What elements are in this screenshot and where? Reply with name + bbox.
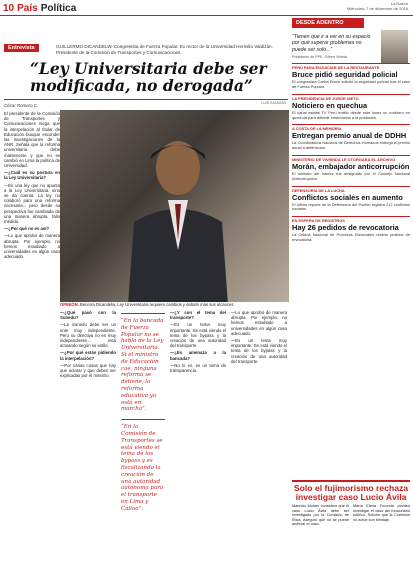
bottom-box	[292, 480, 410, 527]
brief-text: El último reporte de la Defensoría del Pueblo registra 212 conflictos sociales.	[292, 201, 410, 212]
quote-rule	[121, 313, 165, 314]
box-column-1: Mauricio Mulder consideró que el caso Lucio Ávila debe ser investigado por la Comisión de Ética. Aseguró que no se puede archivar el caso.	[292, 504, 349, 527]
sidebar-brief	[292, 94, 410, 121]
brief-text: La Oficina Nacional de Procesos Electorales recibió pedidos de revocatoria.	[292, 232, 410, 242]
page-number: 10	[3, 2, 15, 14]
paragraph: El presidente de la Comisión de Transportes y Comunicaciones niega que la interpelación al titular de Educación busque esconder las investigaciones de la ANR. Señala que la reforma universitaria debe mantenerse y que no se cambió en Lima la política de Universidad.	[4, 111, 60, 169]
article-photo	[60, 110, 289, 302]
page-header	[0, 0, 413, 16]
paper-info	[347, 1, 408, 11]
article-byline: GUILLERMO DICANDELW. Congresista de Fuerza Popular. Ex rector de la Universidad Hermilio Valdizán. Presidente de la Comisión de Transportes y Comunicaciones.	[56, 44, 273, 55]
paragraph: —La Sunedu debe ser un ente muy independiente. Pero su directiva no es muy independiente... está actuando según su estilo.	[60, 322, 116, 349]
brief-tag: EN ESPERA DE REGISTROS	[292, 216, 410, 223]
brief-title: Entregan premio anual de DDHH	[292, 131, 407, 141]
brief-title: Hay 26 pedidos de revocatoria	[292, 223, 399, 233]
article-author: César Romero C.	[4, 103, 39, 108]
sidebar-brief	[292, 63, 410, 90]
brief-title: Bruce pidió seguridad policial	[292, 70, 398, 80]
box-rule	[292, 480, 410, 482]
brief-tag: DEFENSORÍA DE LA LUCHA	[292, 186, 410, 193]
paragraph: —Lo que aprobó de manera abrupta. Por ejemplo, no hemos estudiado a universidades en algún caso adecuado.	[231, 310, 287, 336]
paragraph: —Es una ley que no apunta a la Ley Universitaria, sino se da cuenta. La ley no colaboró para una reforma necesaria... pero desde su perspectiva fue cambiada de una manera abrupta, fallo medido.	[4, 182, 60, 225]
article-column-1	[4, 111, 60, 261]
box-column-2: María Elena Foronda planteó investigar el caso del funcionario público. Solicitó que la Comisión no actúe con blindaje.	[353, 504, 410, 522]
question: —¿Qué pasó con la Sunedu?	[60, 310, 116, 321]
paragraph: —Es un tema muy importante. Se está viendo el tema de los bypass y la creación de una autoridad del transporte.	[231, 338, 287, 364]
paper-name: La Razón	[390, 1, 408, 6]
article-column-3	[170, 310, 226, 375]
brief-tag: MINISTERIO DE VIVIENDA LE OTORGARÁ EL ARCHIVO	[292, 155, 410, 162]
person-figure	[120, 130, 230, 302]
header-rule	[0, 15, 413, 16]
box-title: Solo el fujimorismo rechaza investigar caso Lucio Ávila	[293, 483, 409, 502]
headline-rule	[4, 99, 288, 100]
brief-text: El ministro del Interior fue designado por el Consejo Nacional Anticorrupción.	[292, 171, 410, 181]
brief-text: El canal estatal TV Perú emitió desde este lunes un noticiero en quechua para difundir información a la población.	[292, 109, 410, 120]
article-headline: “Ley Universitaria debe ser modificada, no derogada”	[30, 59, 267, 95]
sidebar-brief	[292, 216, 410, 243]
question: —¿Cuál es su postura en la Ley Universitaria?	[4, 170, 60, 181]
sidebar-intro-author: Presidente de PPK, Gilbert Violeta	[292, 55, 347, 60]
article-column-4	[231, 310, 287, 366]
brief-title: Noticiero en quechua	[292, 100, 368, 110]
paragraph: —Es un tema muy importante. Se está viendo el tema de los bypass y la creación de una autoridad del transporte.	[170, 322, 226, 349]
brief-tag: PERÚ PARA ENJUICIAR DE LA RESTAURANTE	[292, 63, 410, 70]
paragraph: —Por varias cosas que hay que aclarar y que deben ser explicadas por el ministro.	[60, 362, 116, 379]
brief-title: Conflictos sociales en aumento	[292, 192, 403, 202]
question: —¿Por qué están pidiendo la interpelación?	[60, 350, 116, 361]
question: —¿Por qué no es así?	[4, 226, 50, 232]
paper-date: Miércoles, 7 de diciembre de 2016	[346, 6, 408, 11]
paragraph: —No lo es, es un tema de transparencia.	[170, 362, 226, 374]
sidebar-brief	[292, 155, 410, 182]
caption-label: OPINIÓN.	[60, 302, 79, 307]
question: —¿Es amenaza a la bancada?	[170, 350, 226, 361]
brief-tag: A COSTA DE LA MEMORIA	[292, 124, 410, 131]
pull-quotes	[121, 310, 165, 519]
subsection-name: Política	[40, 2, 77, 14]
brief-text: El congresista Carlos Bruce solicitó la seguridad policial tras el caso de Fuerza Popular.	[292, 79, 410, 90]
box-columns	[292, 504, 410, 527]
sidebar-intro-quote: “Tienen que ir a ver en su espacio por qué superar problemas no puede ser solo...”	[292, 34, 371, 53]
paragraph: —Lo que aprobó de manera abrupta. Por ejemplo, no hemos estudiado a universidades en algún caso adecuado.	[4, 233, 60, 260]
photo-credit: LUIS SALAZAR	[261, 101, 286, 105]
photo-caption	[60, 302, 289, 307]
sidebar-brief	[292, 124, 410, 151]
sidebar	[292, 18, 410, 243]
quote-rule	[121, 419, 165, 420]
brief-text: La Coordinadora Nacional de Derechos Humanos entregó el premio anual a defensores.	[292, 140, 410, 151]
pull-quote-2: “En la Comisión de Transportes se está viendo el tema de los bypass y es fiscalizando la creación de una autoridad autónoma para el transporte en Lima y Callao”.	[121, 424, 164, 512]
section-name: País	[17, 2, 38, 14]
article-kicker: Entrevista	[4, 44, 39, 52]
pull-quote-1: “En la bancada de Fuerza Popular no se habla de la Ley Universitaria. Si el ministro de Educación cae, ninguna reforma se detiene, la reforma educativa ya está en marcha”.	[121, 318, 164, 413]
sidebar-label: DESDE ADENTRO	[292, 18, 364, 28]
caption-text: Becerra Dicandelw, Ley Universitaria requiere cambios y debatir más sus alcances.	[80, 302, 235, 307]
brief-tag: LA PRESIDENCIA DE JORGE NIETO	[292, 94, 410, 101]
article-column-2	[60, 310, 116, 380]
brief-title: Morán, embajador anticorrupción	[292, 162, 410, 171]
sidebar-brief	[292, 186, 410, 213]
avatar	[381, 30, 408, 63]
question: —¿Y con el tema del transporte?	[170, 310, 226, 321]
